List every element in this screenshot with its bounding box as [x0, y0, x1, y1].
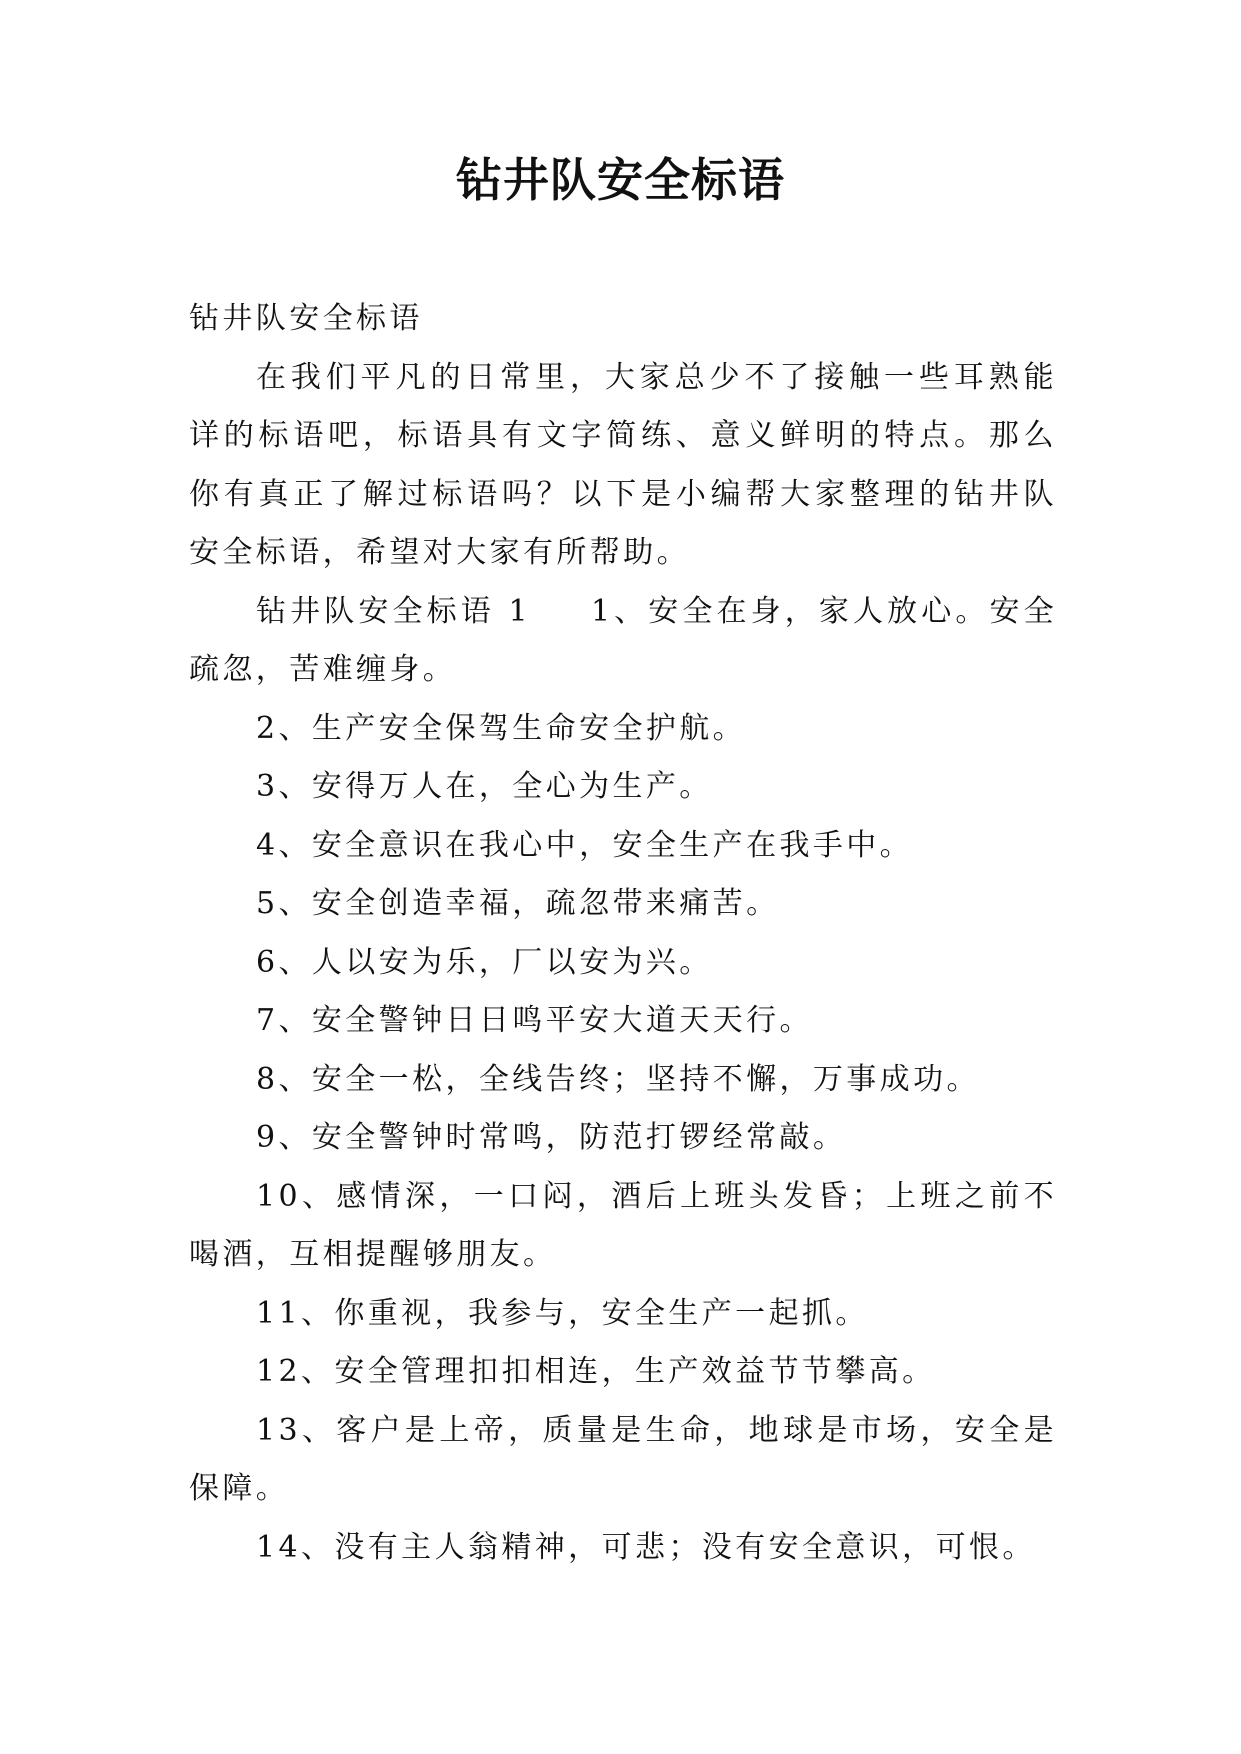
list-item: 11、你重视，我参与，安全生产一起抓。 [256, 1295, 869, 1331]
document-title: 钻井队安全标语 [456, 153, 785, 207]
list-item: 3、安得万人在，全心为生产。 [256, 769, 713, 804]
document-body [189, 290, 1057, 1577]
list-item: 6、人以安为乐，厂以安为兴。 [256, 944, 713, 980]
list-item: 13、客户是上帝，质量是生命，地球是市场，安全是保障。 [189, 1412, 1057, 1506]
list-item: 8、安全一松，全线告终；坚持不懈，万事成功。 [256, 1061, 980, 1097]
list-item: 9、安全警钟时常鸣，防范打锣经常敲。 [256, 1120, 847, 1155]
list-item: 5、安全创造幸福，疏忽带来痛苦。 [256, 886, 780, 921]
subtitle: 钻井队安全标语 [189, 301, 423, 336]
list-item: 10、感情深，一口闷，酒后上班头发昏；上班之前不喝酒，互相提醒够朋友。 [189, 1178, 1057, 1272]
list-item: 14、没有主人翁精神，可悲；没有安全意识，可恨。 [256, 1529, 1036, 1565]
list-item: 2、生产安全保驾生命安全护航。 [256, 710, 747, 746]
list-item: 7、安全警钟日日鸣平安大道天天行。 [256, 1003, 813, 1038]
list-item: 4、安全意识在我心中，安全生产在我手中。 [256, 827, 914, 863]
section-first-paragraph [189, 583, 1057, 700]
list-item: 1、安全在身，家人放心。安全疏忽，苦难缠身。 [189, 593, 1057, 687]
list-item: 12、安全管理扣扣相连，生产效益节节攀高。 [256, 1354, 936, 1389]
intro-paragraph: 在我们平凡的日常里，大家总少不了接触一些耳熟能详的标语吧，标语具有文字简练、意义鲜明的特点。那么你有真正了解过标语吗？以下是小编帮大家整理的钻井队安全标语，希望对大家有所帮助。 [189, 359, 1057, 570]
section-heading: 钻井队安全标语 1 [256, 593, 531, 629]
